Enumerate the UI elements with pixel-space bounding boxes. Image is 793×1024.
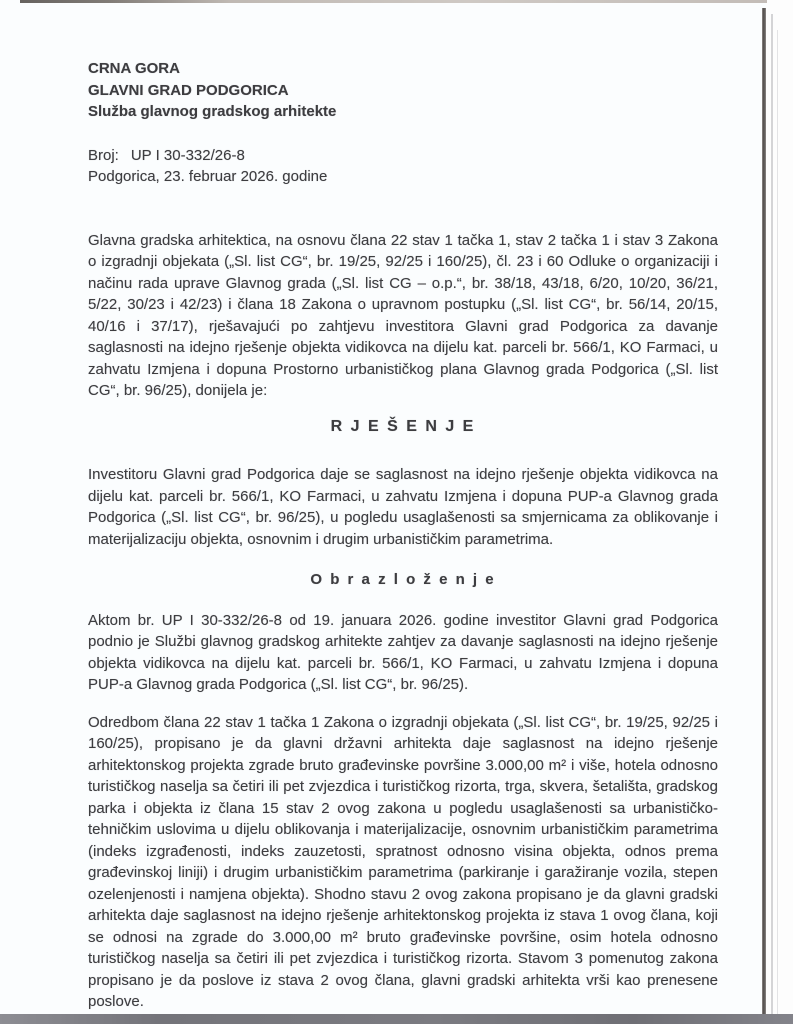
decision-heading: R J E Š E N J E: [330, 417, 476, 435]
case-number-line: [88, 145, 718, 167]
decision-paragraph: Investitoru Glavni grad Podgorica daje se saglasnost na idejno rješenje objekta vidikovca na dijelu kat. parceli br. 566/1, KO Farmaci, u zahvatu Izmjena i dopuna PUP-a Glavnog grada Podgorica („Sl. list CG“, br. 96/25), u pogledu usaglašenosti sa smjernicama za oblikovanje i materijalizaciju objekta, osnovnim i drugim urbanističkim parametrima.: [88, 466, 718, 548]
scan-artifact-bottom-edge: [0, 1014, 793, 1024]
scan-artifact-right-edge-faint: [771, 14, 773, 1024]
rationale-paragraph-1: Aktom br. UP I 30-332/26-8 od 19. januara 2026. godine investitor Glavni grad Podgorica podnio je Službi glavnog gradskog arhitekte zahtjev za davanje saglasnosti na idejno rješenje objekta vidikovca na dijelu kat. parceli br. 566/1, KO Farmaci, u zahvatu Izmjena i dopuna PUP-a Glavnog grada Podgorica („Sl. list CG“, br. 96/25).: [88, 611, 718, 693]
scan-artifact-right-edge-faint-2: [777, 30, 778, 1024]
rationale-paragraph-2: Odredbom člana 22 stav 1 tačka 1 Zakona o izgradnji objekata („Sl. list CG“, br. 19/25, 92/25 i 160/25), propisano je da glavni državni arhitekta daje saglasnost na idejno rješenje arhitektonskog projekta zgrade bruto građevinske površine 3.000,00 m² i više, hotela odnosno turističkog naselja sa četiri ili pet zvjezdica i turističkog rizorta, trga, skvera, šetališta, gradskog parka i objekta iz člana 15 stav 2 ovog zakona u pogledu usaglašenosti sa urbanističko-tehničkim uslovima u dijelu oblikovanja i materijalizacije, osnovnim urbanističkim parametrima (indeks izgrađenosti, indeks zauzetosti, spratnost odnosno visina objekta, odnos prema građevinskoj liniji) i drugim urbanističkim parametrima (parkiranje i garažiranje vozila, stepen ozelenjenosti i namjena objekta). Shodno stavu 2 ovog zakona propisano je da glavni gradski arhitekta daje saglasnost na idejno rješenje arhitektonskog projekta iz stava 1 ovog člana, koji se odnosi na zgrade do 3.000,00 m² bruto građevinske površine, osim hotela odnosno turističkog naselja sa četiri ili pet zvjezdica i turističkog rizorta. Stavom 3 pomenutog zakona propisano je da poslove iz stava 2 ovog člana, glavni gradski arhitekta vrši kao prenesene poslove.: [88, 713, 718, 1010]
letterhead-office: Služba glavnog gradskog arhitekte: [88, 103, 337, 120]
case-number-label: Broj:: [88, 146, 119, 164]
case-number-value: UP I 30-332/26-8: [130, 146, 245, 164]
letterhead-city: GLAVNI GRAD PODGORICA: [88, 81, 289, 99]
letterhead-country: CRNA GORA: [88, 60, 180, 77]
place-date-line: Podgorica, 23. februar 2026. godine: [88, 168, 328, 185]
reference-block: [88, 145, 718, 188]
intro-paragraph: Glavna gradska arhitektica, na osnovu člana 22 stav 1 tačka 1, stav 2 tačka 1 i stav 3 Zakona o izgradnji objekata („Sl. list CG“, br. 19/25, 92/25 i 160/25), čl. 23 i 60 Odluke o organizaciji i načinu rada uprave Glavnog grada („Sl. list CG – o.p.“, br. 38/18, 43/18, 6/20, 10/20, 36/21, 5/22, 30/23 i 42/23) i člana 18 Zakona o upravnom postupku („Sl. list CG“, br. 56/14, 20/15, 40/16 i 37/17), rješavajući po zahtjevu investitora Glavni grad Podgorica za davanje saglasnosti na idejno rješenje objekta vidikovca na dijelu kat. parceli br. 566/1, KO Farmaci, u zahvatu Izmjena i dopuna Prostorno urbanističkog plana Glavnog grada Podgorica („Sl. list CG“, br. 96/25), donijela je:: [88, 231, 718, 399]
rationale-heading: O b r a z l o ž e n j e: [310, 571, 496, 588]
letterhead: [88, 58, 718, 123]
scan-artifact-right-edge: [762, 8, 766, 1024]
